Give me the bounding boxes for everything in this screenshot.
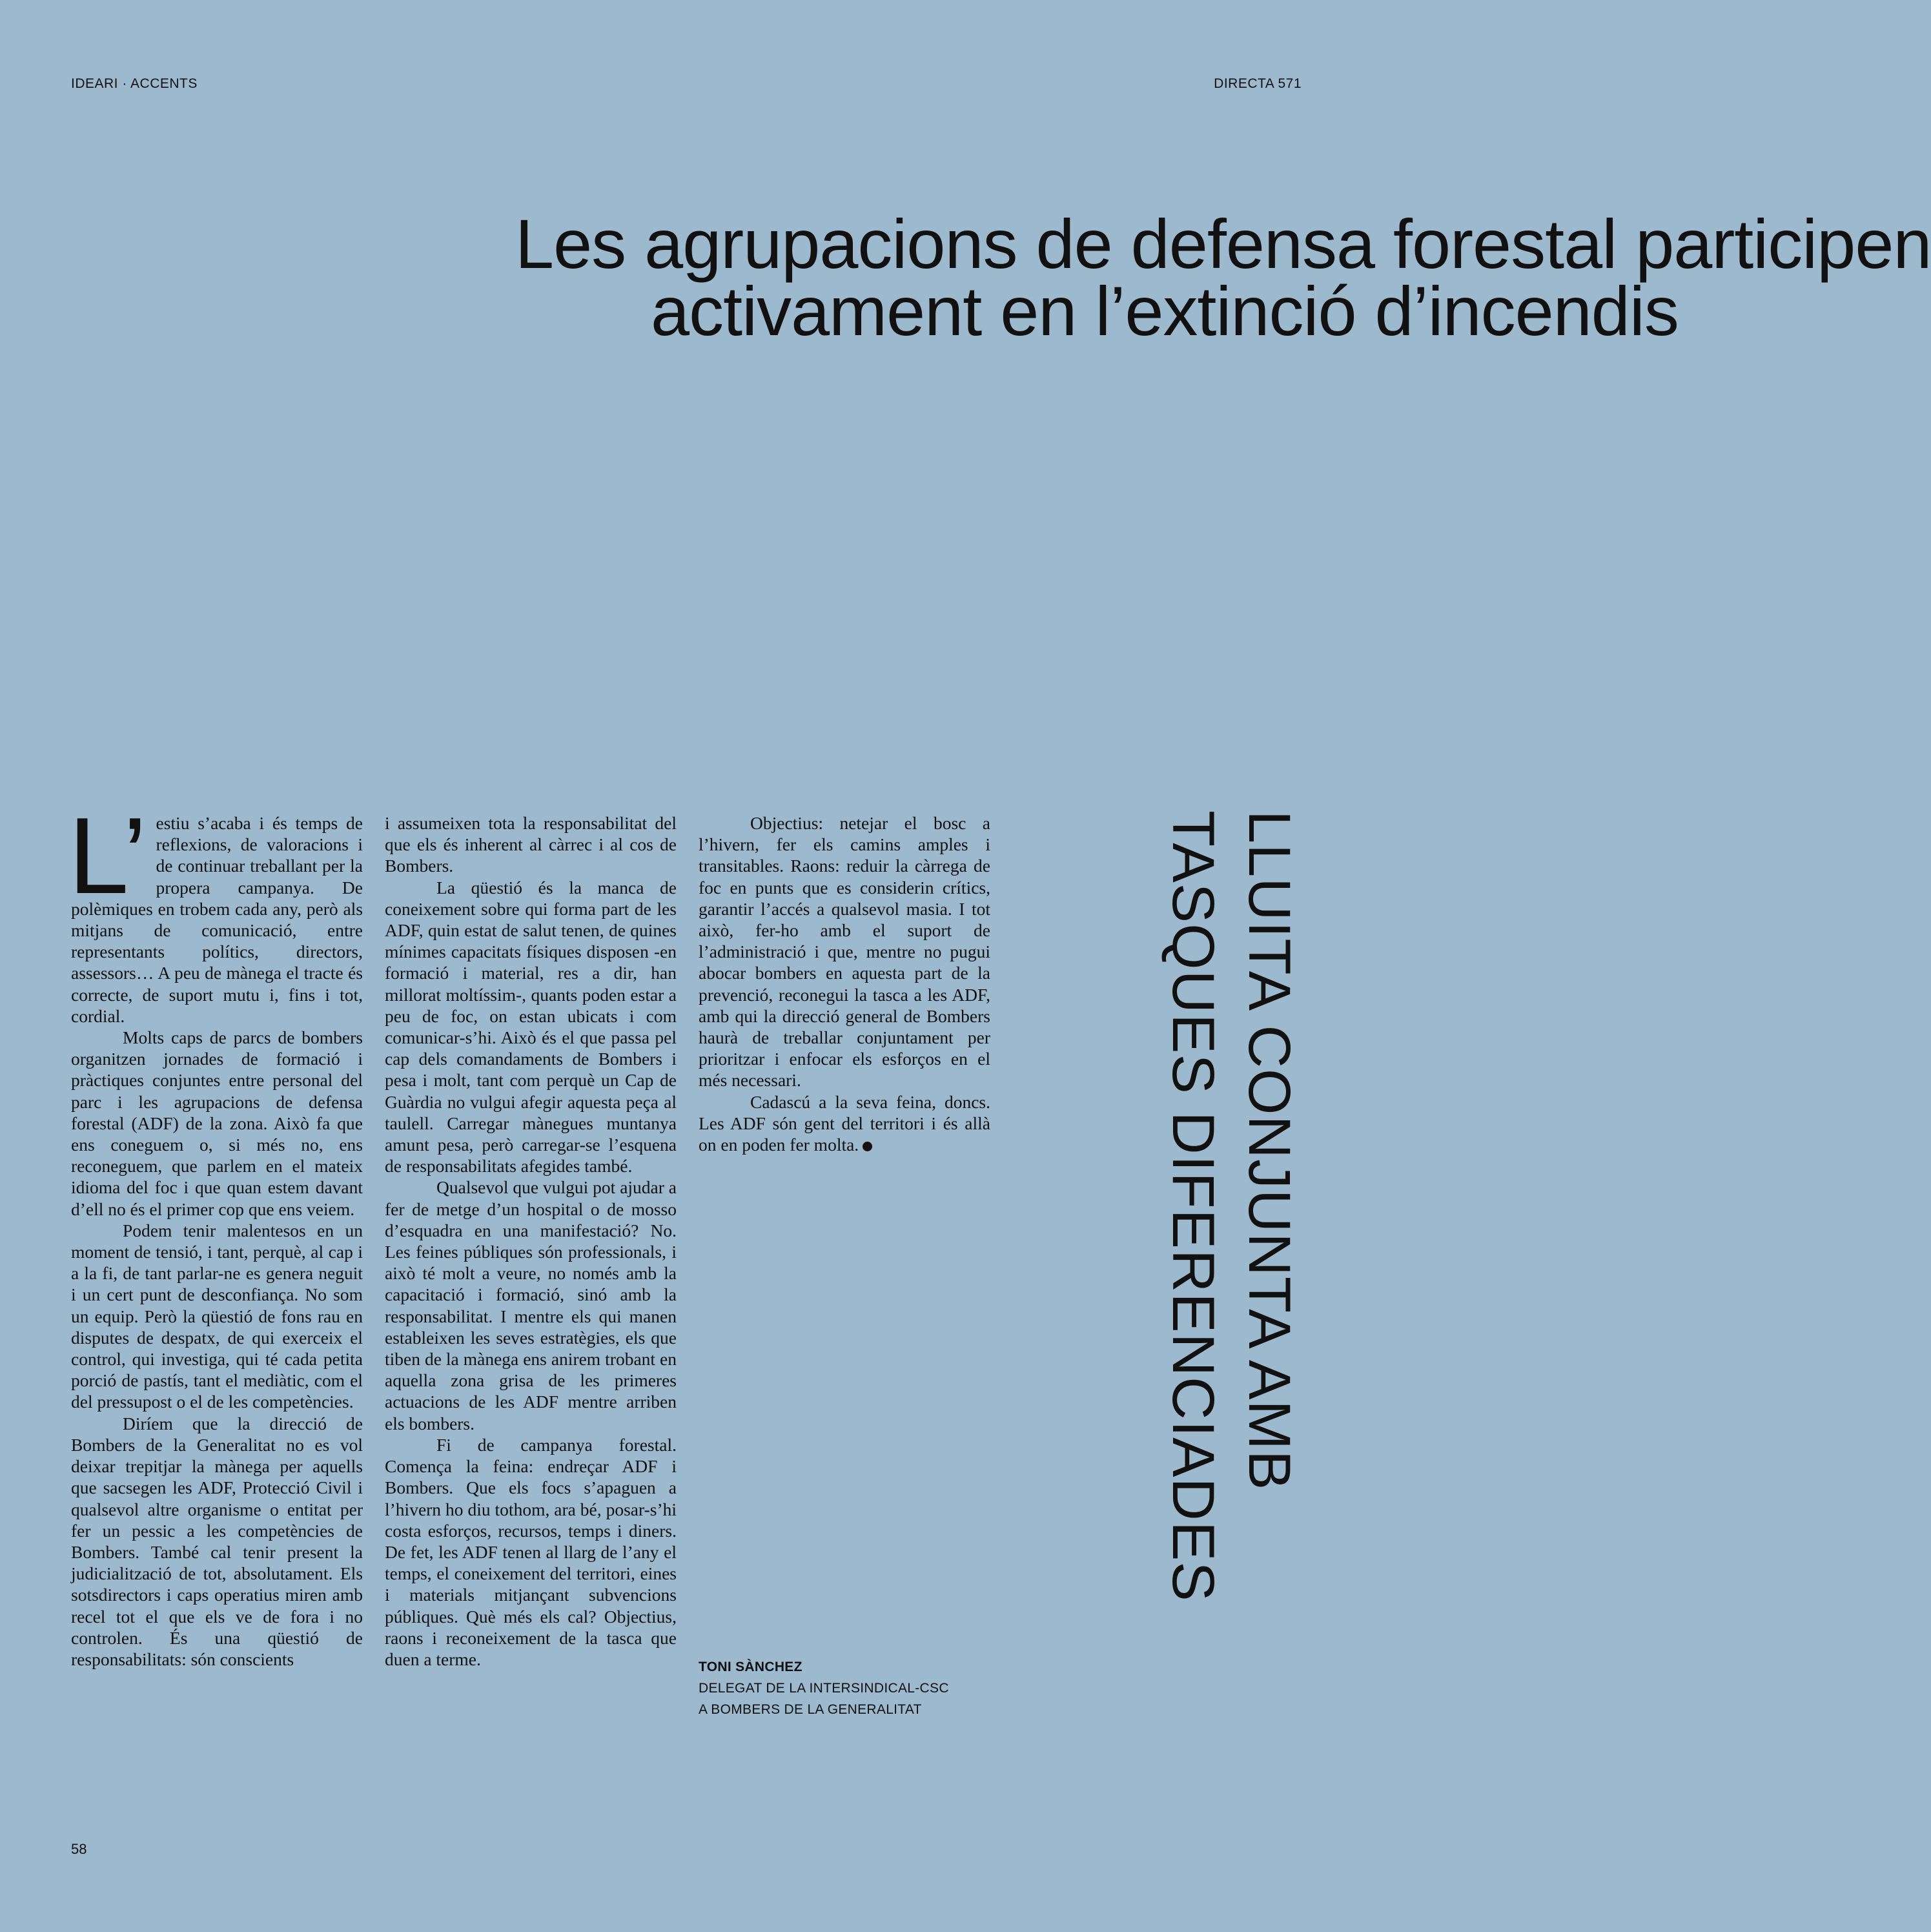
paragraph: Cadascú a la seva feina, doncs. Les ADF són gent del territori i és allà on en poden fer molta. (699, 1091, 990, 1155)
headline-line-2: activament en l’extinció d’incendis (651, 272, 1679, 350)
author-role: A BOMBERS DE LA GENERALITAT (699, 1702, 922, 1717)
end-mark-icon (863, 1142, 872, 1151)
vertical-title (1159, 810, 1314, 1714)
issue-label: DIRECTA 571 (1214, 76, 1302, 91)
paragraph: i assumeixen tota la responsabilitat del que els és inherent al càrrec i al cos de Bombers. (385, 813, 677, 876)
author-role: DELEGAT DE LA INTERSINDICAL-CSC (699, 1681, 949, 1696)
paragraph: Podem tenir malentesos en un moment de tensió, i tant, perquè, al cap i a la fi, de tant parlar-ne es genera neguit i un cert punt de desconfiança. No som un equip. Però la qüestió de fons rau en disputes de despatx, de qui exerceix el control, qui investiga, qui té cada petita porció de pastís, tant el mediàtic, com el del pressupost o el de les competències. (71, 1220, 363, 1412)
vertical-title-line-1: LLUITA CONJUNTA AMB (1236, 810, 1302, 1491)
article-column-2 (385, 812, 677, 1670)
paragraph: La qüestió és la manca de coneixement sobre qui forma part de les ADF, quin estat de salut tenen, de quines mínimes capacitats físiques disposen -en formació i material, res a dir, han millorat moltíssim-, quants poden estar a peu de foc, on estan ubicats i com comunicar-s’hi. Això és el que passa pel cap dels comandaments de Bombers i pesa i molt, tant com perquè un Cap de Guàrdia no vulgui afegir aquesta peça al taulell. Carregar mànegues muntanya amunt pesa, però carregar-se l’esquena de responsabilitats afegides també. (385, 877, 677, 1177)
drop-cap: L’ (68, 795, 147, 916)
vertical-title-line-2: TASQUES DIFERENCIADES (1160, 810, 1226, 1602)
section-label: IDEARI · ACCENTS (71, 76, 198, 91)
paragraph: Fi de campanya forestal. Comença la feina: endreçar ADF i Bombers. Que els focs s’apaguen a l’hivern ho diu tothom, ara bé, posar-s’hi costa esforços, recursos, temps i diners. De fet, les ADF tenen al llarg de l’any el temps, el coneixement del territori, eines i materials mitjançant subvencions públiques. Què més els cal? Objectius, raons i reconeixement de la tasca que duen a terme. (385, 1434, 677, 1669)
paragraph: L’ estiu s’acaba i és temps de reflexions, de valoracions i de continuar treballant per la propera campanya. De polèmiques en trobem cada any, però als mitjans de comunicació, entre representants polítics, directors, assessors… A peu de mànega el tracte és correcte, de suport mutu i, fins i tot, cordial. (68, 795, 363, 1026)
author-block (699, 1656, 949, 1720)
paragraph: Qualsevol que vulgui pot ajudar a fer de metge d’un hospital o de mosso d’esquadra en una manifestació? No. Les feines públiques són professionals, i això té molt a veure, no només amb la capacitació i formació, sinó amb la responsabilitat. I mentre els qui manen estableixen les seves estratègies, els que tiben de la mànega ens anirem trobant en aquella zona grisa de les primeres actuacions de les ADF mentre arriben els bombers. (385, 1177, 677, 1434)
paragraph: Molts caps de parcs de bombers organitzen jornades de formació i pràctiques conjuntes entre personal del parc i les agrupacions de defensa forestal (ADF) de la zona. Això fa que ens coneguem o, si més no, ens reconeguem, que parlem en el mateix idioma del foc i que quan estem davant d’ell no és el primer cop que ens veiem. (71, 1027, 363, 1219)
article-column-1 (68, 795, 363, 1670)
headline-line-1: Les agrupacions de defensa forestal participen (515, 205, 1931, 283)
paragraph: Objectius: netejar el bosc a l’hivern, fer els camins amples i transitables. Raons: reduir la càrrega de foc en punts que es considerin crítics, garantir l’accés a qualsevol masia. I tot això, fer-ho amb el suport de l’administració i que, mentre no pugui abocar bombers en aquesta part de la prevenció, reconegui la tasca a les ADF, amb qui la direcció general de Bombers haurà de treballar conjuntament per prioritzar i enfocar els esforços en el més necessari. (699, 813, 990, 1091)
article-column-3 (699, 812, 990, 1155)
paragraph: Diríem que la direcció de Bombers de la Generalitat no es vol deixar trepitjar la mànega per aquells que sacsegen les ADF, Protecció Civil i qualsevol altre organisme o entitat per fer un pessic a les competències de Bombers. També cal tenir present la judicialització de tot, absolutament. Els sotsdirectors i caps operatius miren amb recel tot el que els ve de fora i no controlen. És una qüestió de responsabilitats: són conscients (71, 1413, 363, 1669)
author-name: TONI SÀNCHEZ (699, 1660, 802, 1674)
page-number: 58 (71, 1841, 87, 1857)
headline (0, 194, 1931, 362)
